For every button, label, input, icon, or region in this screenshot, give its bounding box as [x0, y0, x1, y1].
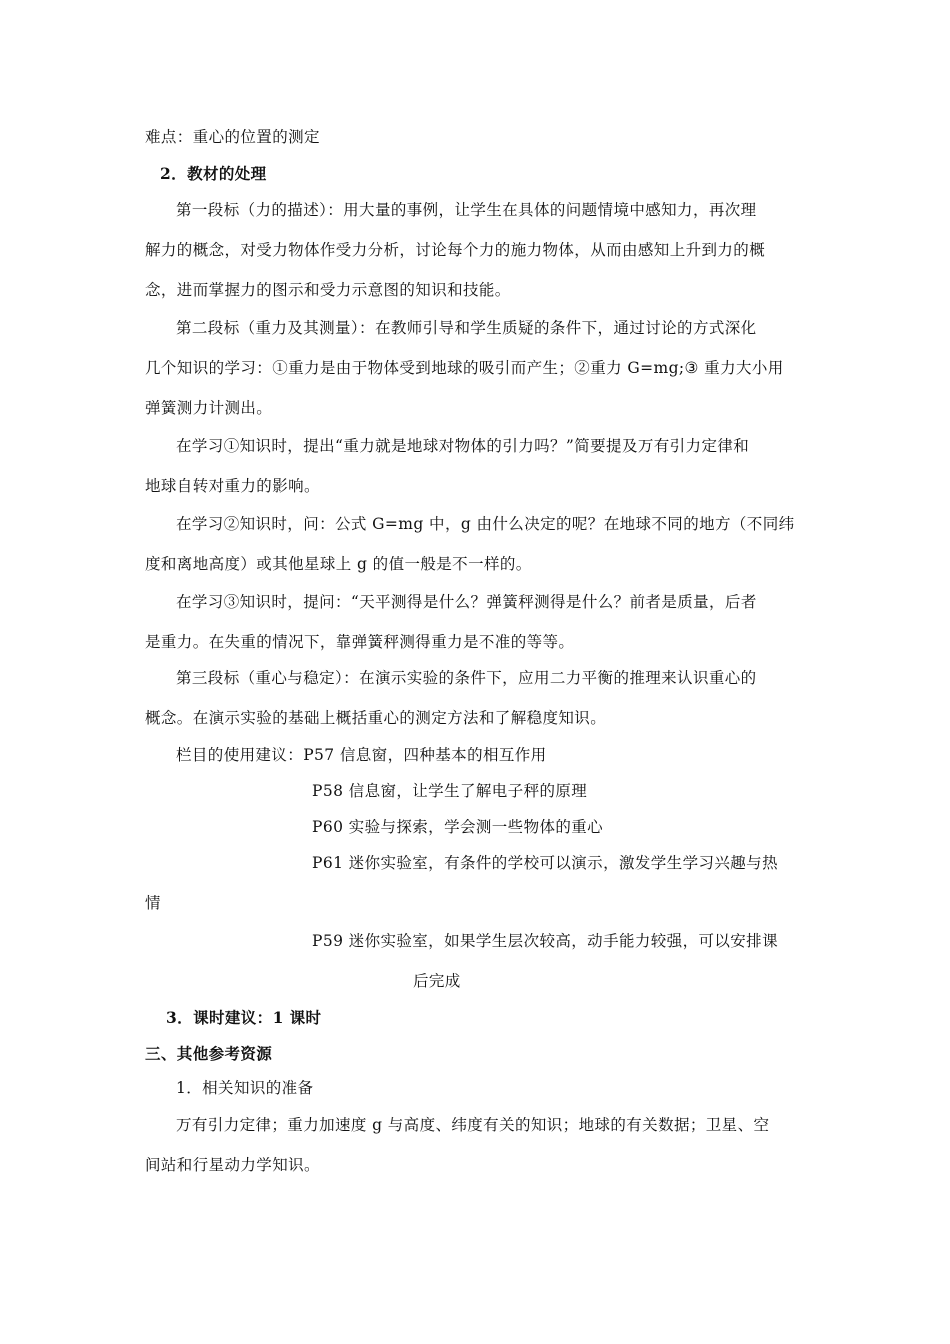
paragraph-line: 第三段标（重心与稳定）：在演示实验的条件下，应用二力平衡的推理来认识重心的 — [176, 669, 757, 687]
paragraph-line: 几个知识的学习：①重力是由于物体受到地球的吸引而产生；②重力 G=mg;③ 重力大小用 — [145, 359, 784, 377]
usage-suggestion-line: 情 — [145, 894, 161, 912]
paragraph-line: 解力的概念，对受力物体作受力分析，讨论每个力的施力物体，从而由感知上升到力的概 — [145, 241, 766, 259]
usage-suggestion-line: P61 迷你实验室，有条件的学校可以演示，激发学生学习兴趣与热 — [312, 854, 778, 872]
usage-suggestion-line: P59 迷你实验室，如果学生层次较高，动手能力较强，可以安排课 — [312, 932, 778, 950]
paragraph-line: 在学习②知识时，问：公式 G=mg 中，g 由什么决定的呢？在地球不同的地方（不同纬 — [176, 515, 795, 533]
section-heading-other-resources: 三、其他参考资源 — [145, 1044, 273, 1063]
usage-suggestion-line: P58 信息窗，让学生了解电子秤的原理 — [312, 782, 588, 800]
paragraph-line: 第一段标（力的描述）：用大量的事例，让学生在具体的问题情境中感知力，再次理 — [176, 201, 757, 219]
paragraph-line: 在学习③知识时，提问：“天平测得是什么？弹簧秤测得是什么？前者是质量，后者 — [176, 593, 757, 611]
paragraph-line: 概念。在演示实验的基础上概括重心的测定方法和了解稳度知识。 — [145, 709, 607, 727]
difficulty-line: 难点：重心的位置的测定 — [145, 128, 320, 146]
usage-suggestion-line: P60 实验与探索，学会测一些物体的重心 — [312, 818, 604, 836]
paragraph-line: 间站和行星动力学知识。 — [145, 1156, 320, 1174]
section-heading-lesson-time: 3．课时建议：1 课时 — [166, 1008, 322, 1027]
usage-suggestion-line: 栏目的使用建议：P57 信息窗，四种基本的相互作用 — [176, 746, 547, 764]
section-heading-textbook-handling: 2．教材的处理 — [160, 164, 267, 183]
paragraph-line: 是重力。在失重的情况下，靠弹簧秤测得重力是不准的等等。 — [145, 633, 575, 651]
usage-suggestion-line: 后完成 — [413, 972, 461, 990]
paragraph-line: 第二段标（重力及其测量）：在教师引导和学生质疑的条件下，通过讨论的方式深化 — [176, 319, 757, 337]
paragraph-line: 地球自转对重力的影响。 — [145, 477, 320, 495]
paragraph-line: 度和离地高度）或其他星球上 g 的值一般是不一样的。 — [145, 555, 532, 573]
subsection-heading: 1．相关知识的准备 — [176, 1079, 314, 1097]
paragraph-line: 万有引力定律；重力加速度 g 与高度、纬度有关的知识；地球的有关数据；卫星、空 — [176, 1116, 770, 1134]
paragraph-line: 念，进而掌握力的图示和受力示意图的知识和技能。 — [145, 281, 511, 299]
paragraph-line: 弹簧测力计测出。 — [145, 399, 273, 417]
paragraph-line: 在学习①知识时，提出“重力就是地球对物体的引力吗？”简要提及万有引力定律和 — [176, 437, 750, 455]
